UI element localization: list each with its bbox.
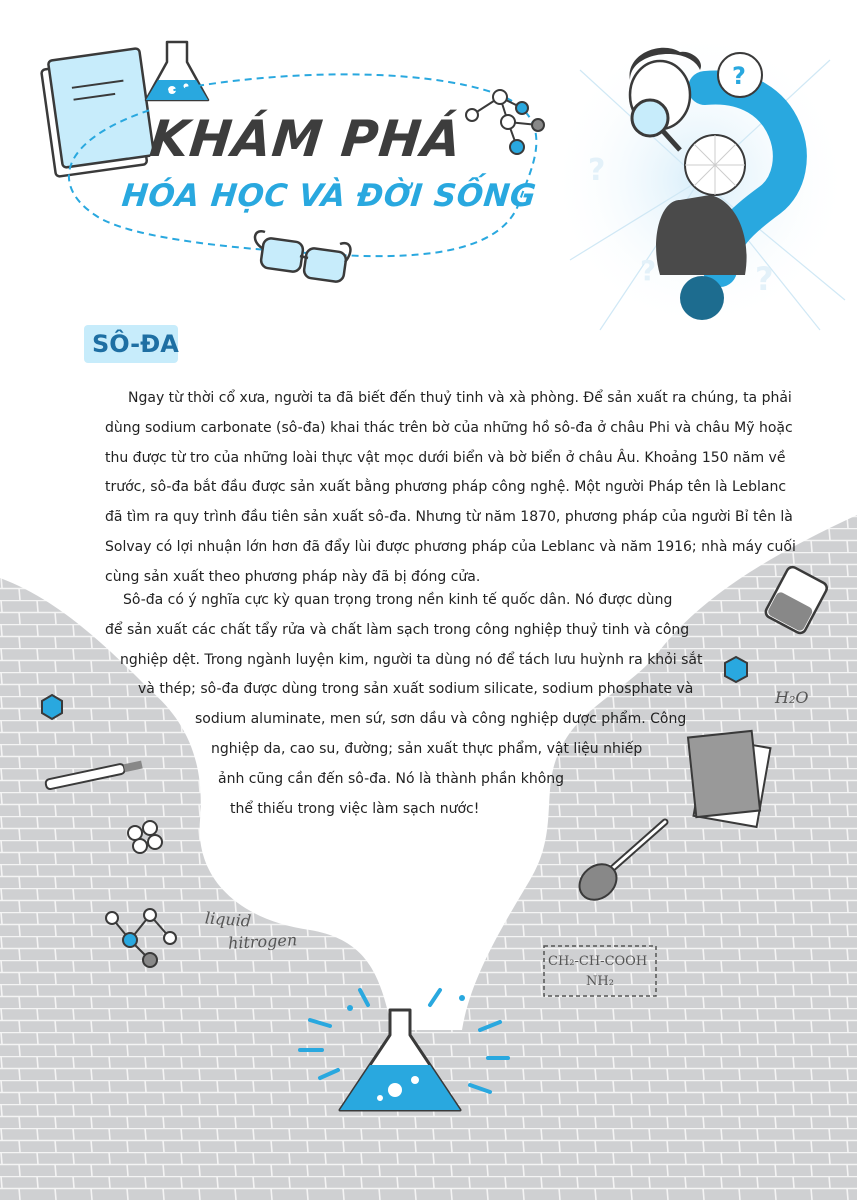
paragraph-2 <box>0 586 702 824</box>
paragraph-2-line: để sản xuất các chất tẩy rửa và chất làm sạch trong công nghiệp thuỷ tinh và công <box>105 621 690 638</box>
benzene-right-icon <box>725 657 747 682</box>
paragraph-2-line: Sô-đa có ý nghĩa cực kỳ quan trọng trong nền kinh tế quốc dân. Nó được dùng <box>123 592 673 608</box>
amino-group-formula: NH₂ <box>586 974 614 989</box>
molecule-top-illustration <box>466 90 544 154</box>
amino-acid-formula: CH₂-CH-COOH <box>548 954 648 969</box>
question-mark-faded: ? <box>755 260 774 298</box>
paragraph-1-line: dùng sodium carbonate (sô-đa) khai thác trên bờ của những hồ sô-đa ở châu Phi và châu Mỹ hoặc <box>105 419 793 436</box>
scientist-character-illustration <box>550 30 850 330</box>
paragraph-2-line: thể thiếu trong việc làm sạch nước! <box>230 800 480 817</box>
paragraph-2-line: nghiệp da, cao su, đường; sản xuất thực phẩm, vật liệu nhiếp <box>211 740 643 757</box>
paragraph-2-line: sodium aluminate, men sứ, sơn dầu và công nghiệp dược phẩm. Công <box>195 711 687 728</box>
question-mark-faded: ? <box>640 254 657 287</box>
paragraph-1-line: Solvay có lợi nhuận lớn hơn đã đẩy lùi được phương pháp của Leblanc và năm 1916; nhà máy cuối <box>105 538 796 555</box>
section-title: SÔ-ĐA <box>92 330 179 358</box>
hitrogen-label: hitrogen <box>227 930 298 953</box>
question-mark-faded: ? <box>588 153 606 188</box>
paragraph-1-line: cùng sản xuất theo phương pháp này đã bị đóng cửa. <box>105 568 481 585</box>
book-illustration <box>40 48 155 177</box>
page-title: KHÁM PHÁ <box>146 110 465 168</box>
flask-top-illustration <box>146 42 208 100</box>
glasses-illustration <box>255 231 350 282</box>
page-subtitle: HÓA HỌC VÀ ĐỜI SỐNG <box>120 178 538 214</box>
paragraph-2-line: ảnh cũng cần đến sô-đa. Nó là thành phần không <box>218 770 565 787</box>
liquid-label: liquid <box>204 908 252 931</box>
paragraph-1-line: đã tìm ra quy trình đầu tiên sản xuất sô-đa. Nhưng từ năm 1870, phương pháp của người Bỉ tên là <box>105 509 793 526</box>
paragraph-1-line: trước, sô-đa bắt đầu được sản xuất bằng phương pháp công nghệ. Một người Pháp tên là Leblanc <box>105 479 787 496</box>
paragraph-1-line: thu được từ tro của những loài thực vật mọc dưới biển và bờ biển ở châu Âu. Khoảng 150 năm về <box>105 449 786 466</box>
water-formula: H₂O <box>775 688 809 707</box>
paragraph-2-line: và thép; sô-đa được dùng trong sản xuất sodium silicate, sodium phosphate và <box>138 681 694 698</box>
paragraph-1-line: Ngay từ thời cổ xưa, người ta đã biết đến thuỷ tinh và xà phòng. Để sản xuất ra chúng, ta phải <box>128 390 792 406</box>
paragraph-2-line: nghiệp dệt. Trong ngành luyện kim, người ta dùng nó để tách lưu huỳnh ra khỏi sắt <box>120 651 703 668</box>
question-mark: ? <box>732 62 746 90</box>
paragraph-1 <box>0 384 796 593</box>
